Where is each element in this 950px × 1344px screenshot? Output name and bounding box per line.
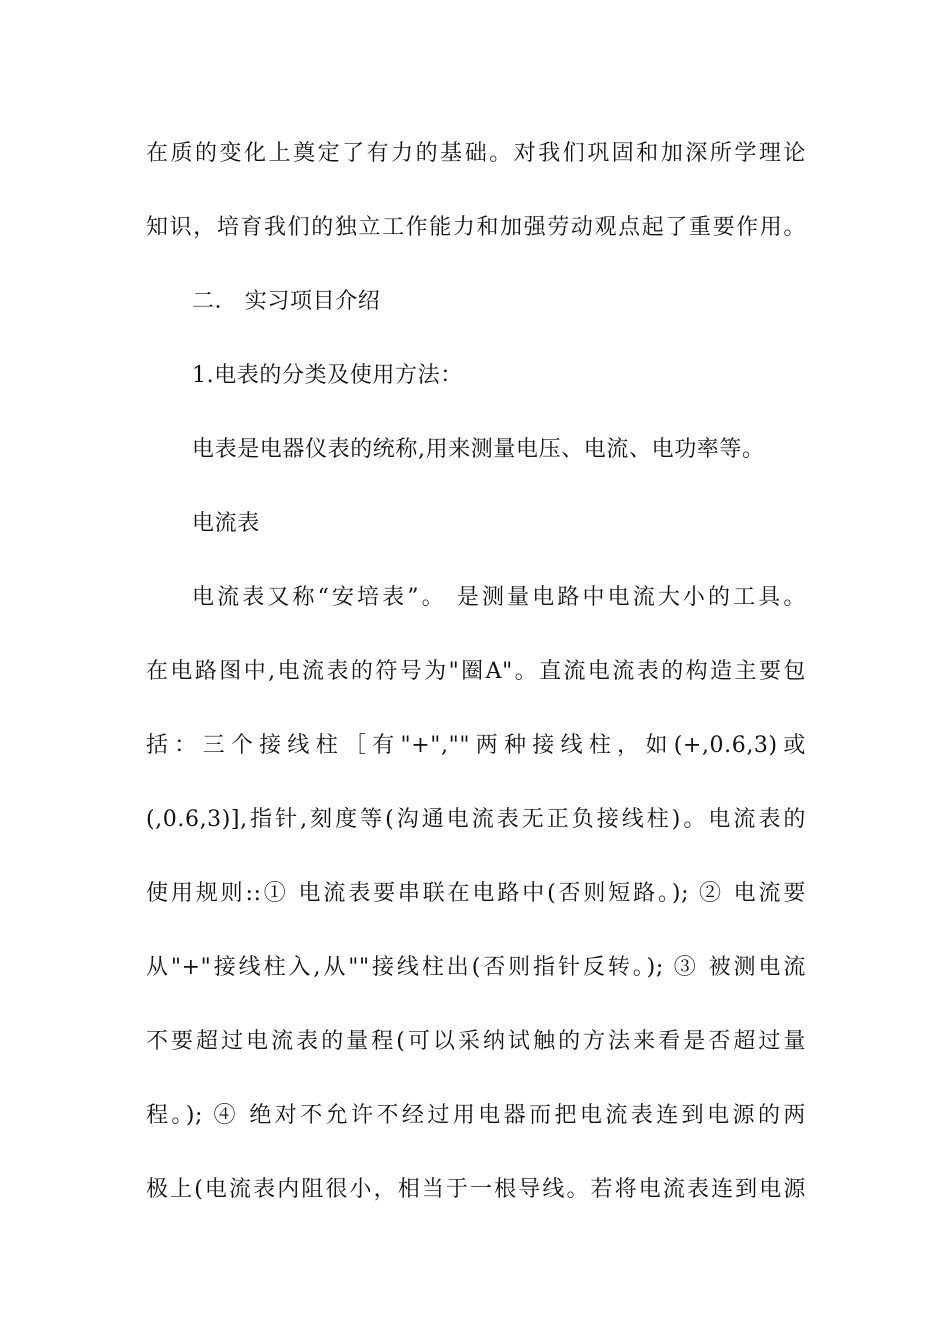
paragraph-line-11: 使用规则::① 电流表要串联在电路中(否则短路。); ② 电流要	[146, 881, 806, 906]
section-heading: 二． 实习项目介绍	[192, 289, 381, 314]
paragraph-line-14: 程。); ④ 绝对不允许不经过用电器而把电流表连到电源的两	[146, 1103, 806, 1128]
paragraph-line-8: 在电路图中,电流表的符号为"圈A"。直流电流表的构造主要包	[146, 659, 806, 684]
paragraph-line-13: 不要超过电流表的量程(可以采纳试触的方法来看是否超过量	[146, 1029, 806, 1054]
paragraph-line-15: 极上(电流表内阻很小，相当于一根导线。若将电流表连到电源	[146, 1177, 806, 1202]
paragraph-line-10: (,0.6,3)],指针,刻度等(沟通电流表无正负接线柱)。电流表的	[146, 807, 806, 832]
subsection-heading: 1.电表的分类及使用方法：	[192, 363, 463, 388]
paragraph-line-5: 电表是电器仪表的统称,用来测量电压、电流、电功率等。	[192, 437, 765, 462]
term-heading: 电流表	[192, 511, 260, 536]
paragraph-line-9: 括：三个接线柱［有"+",""两种接线柱，如(+,0.6,3)或	[146, 733, 806, 758]
paragraph-line-2: 知识，培育我们的独立工作能力和加强劳动观点起了重要作用。	[146, 215, 806, 240]
paragraph-line-12: 从"+"接线柱入,从""接线柱出(否则指针反转。); ③ 被测电流	[146, 955, 806, 980]
paragraph-line-7: 电流表又称“安培表”。 是测量电路中电流大小的工具。	[192, 585, 806, 610]
paragraph-line-1: 在质的变化上奠定了有力的基础。对我们巩固和加深所学理论	[146, 141, 806, 166]
